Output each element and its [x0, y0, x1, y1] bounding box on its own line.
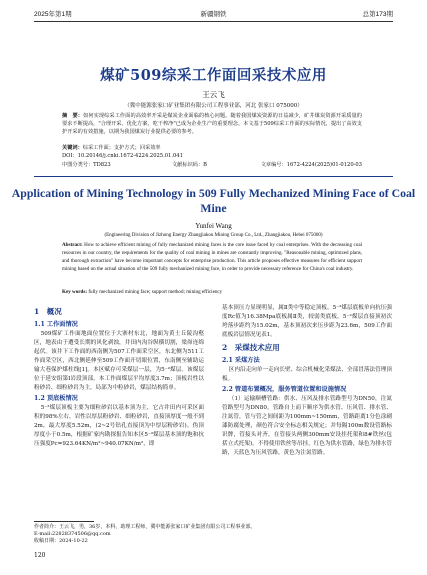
section-2-2-heading: 2.2 管道布置概况，服务管道位置和设施情况 [222, 386, 347, 393]
body-column-left [34, 304, 204, 449]
body-column-right [222, 304, 392, 458]
header-total-issue: 总第173期 [362, 11, 393, 18]
article-title-cn: 煤矿509综采工作面回采技术应用 [100, 67, 327, 84]
section-2-1-heading: 2.1 采煤方法 [222, 357, 260, 364]
footnote-author-info: 作者简介：王云飞，男，36岁，本科，助理工程师，冀中能源张家口矿业集团有限公司工程事业部。 [34, 524, 256, 530]
abstract-cn-label: 摘 要： [62, 113, 84, 119]
classification-row [62, 162, 362, 169]
header-journal: 新疆钢铁 [200, 11, 227, 18]
abstract-en-text: How to achieve efficient mining of fully mechanized mining faces is the core issue faced by coal enterprises. With the decreasing coal resources in our country, the requirements for the quality of coal mining in mines are constantly improving. "Reasonable mining, optimized plans, and thorough extraction" have become important concepts for enterprise production. This article proposes effective measures for efficient support mining based on the actual situation of the 509 fully mechanized mining face, in order to provide necessary reference for China's coal industry. [62, 242, 362, 272]
keywords-en [62, 289, 362, 295]
header-rule [34, 21, 393, 22]
article-number: 文章编号：1672-4224(2025)01-0120-03 [260, 162, 362, 168]
abstract-en [62, 241, 362, 273]
section-2-heading: 2 采煤技术应用 [222, 343, 280, 352]
section-divider [34, 176, 393, 177]
document-code: 文献标识码：B [172, 162, 207, 168]
doi-line: DOI：10.20146/j.cnki.1672-4224.2025.01.041 [62, 153, 183, 159]
affiliation-en: (Engineering Division of Jizhong Energy Zhangjiakou Mining Group Co., Ltd., Zhangjiakou, Hebei 075000) [104, 233, 323, 238]
affiliation-cn: （冀中能源张家口矿业集团有限公司工程事业部，河北 张家口 075000） [124, 103, 303, 109]
page-number: 120 [34, 552, 46, 559]
keywords-cn-text: 综采工作面；支护方式；回采效率 [82, 145, 161, 151]
section-1-2-heading: 1.2 顶底板情况 [34, 395, 78, 402]
running-header [34, 8, 393, 20]
author-cn: 王云飞 [202, 90, 225, 99]
footnote-email: E-mail:22828374506@qq.com [34, 531, 111, 537]
section-1-1-heading: 1.1 工作面情况 [34, 321, 78, 328]
keywords-en-label: Key words: [62, 289, 88, 295]
article-title-en: Application of Mining Technology in 509 Fully Mechanized Mining Face of Coal Mine [11, 186, 416, 215]
keywords-cn-label: 关键词： [62, 145, 83, 151]
keywords-cn [62, 145, 362, 152]
abstract-cn [62, 112, 362, 136]
section-2-2-text: （1）运输顺槽管路：供水、压风及排水管路型号为DN50，注氮管路型号为DN80。管路自上而下顺序为供水管、压风管、排水管、注氮管，管与管之间间距为100mm~150mm，管路距离1分色涂刷漆防腐处理，颜色符合安全标志相关规定；并每隔100m数设管路标识牌，管接头对齐，在管接头两侧300mm安设挂托架和8#铁丝(包括立式托架)，不得使用铁丝等吊挂，红色为供水管路，绿色为排水管路，天蓝色为压风管路，黄色为注氮管路。 [222, 396, 392, 456]
footnote [34, 524, 394, 545]
section-1-1-text: 509煤矿工作面地面位置位于大寨村东北，地面为黄土丘陵沟壑区，地表由于遭受长期的风化剥蚀，井田内沟谷纵横切割，梁峁连绵起伏。该井下工作面的西南侧为507工作面采空区，东北侧为511工作面采空区，西北侧延伸至509工作面开切眼位置，东南侧至辅助运输大巷保护煤柱线[1]。本区赋存可采煤层一层，为5⁻²煤层。该煤层位于延安组第Ⅰ岩段顶部，本工作面煤层平均厚度3.7m；顶板岩性以粉砂岩、细粒砂岩为主，局部为中粒砂岩，煤层结构简单。 [34, 331, 204, 391]
section-1-2-text: 5⁻²煤层顶板主要为细粒砂岩以基本顶为主，它占井田内可采区面积的98%左右，岩性以厚层粉砂岩、细粒砂岩，直接顶厚度一般不到2m，最大厚度5.52m，(2~2号钻孔直接顶为中厚层粉砂岩)。伪顶厚度小于0.5m，根据矿家内勘探报告知本区5⁻²煤层基本顶的饱和抗压强度Pc=923.64KN/m²~940.07KN/m²，即 [34, 405, 204, 447]
section-1-heading: 1 概况 [34, 307, 62, 316]
section-2-1-text: 区内沿走向单一走向长壁、综合机械化采煤法、全部冒落法管理顶板。 [222, 367, 392, 382]
abstract-en-label: Abstract: [62, 242, 83, 248]
author-en: Yunfei Wang [195, 222, 232, 230]
footnote-received: 收稿日期：2024-10-22 [34, 538, 88, 544]
keywords-en-text: fully mechanized mining face; support method; mining efficiency [88, 289, 223, 295]
footnote-rule [34, 521, 94, 522]
abstract-cn-text: 如何实现综采工作面的高效率开采是煤炭企业面临的核心问题。随着我国煤炭资源的日益减少，矿井煤炭资源开采质量的要求不断提高，"合理开采、优化方案、吃干榨净"已成为企业生产的重要理念。本文基于509综采工作面的实际情况，提出了高效支护开采的有效措施，以期为我国煤炭行业提供必要的参考。 [62, 113, 362, 135]
clc-number: 中图分类号：TD823 [62, 162, 111, 168]
header-issue: 2025年第1期 [34, 11, 72, 18]
continued-text: 基本顶压力显现明显，属Ⅱ类中等稳定顶板。5⁻²煤层底板单向抗压强度Rc值为16.38Mpa底板属Ⅱ类，较弱类底板。5⁻²煤层直接顶初次垮落步距约为15.02m，基本顶初次来压步距为23.6m，509工作面底板岩层情况见表1。 [222, 305, 392, 338]
